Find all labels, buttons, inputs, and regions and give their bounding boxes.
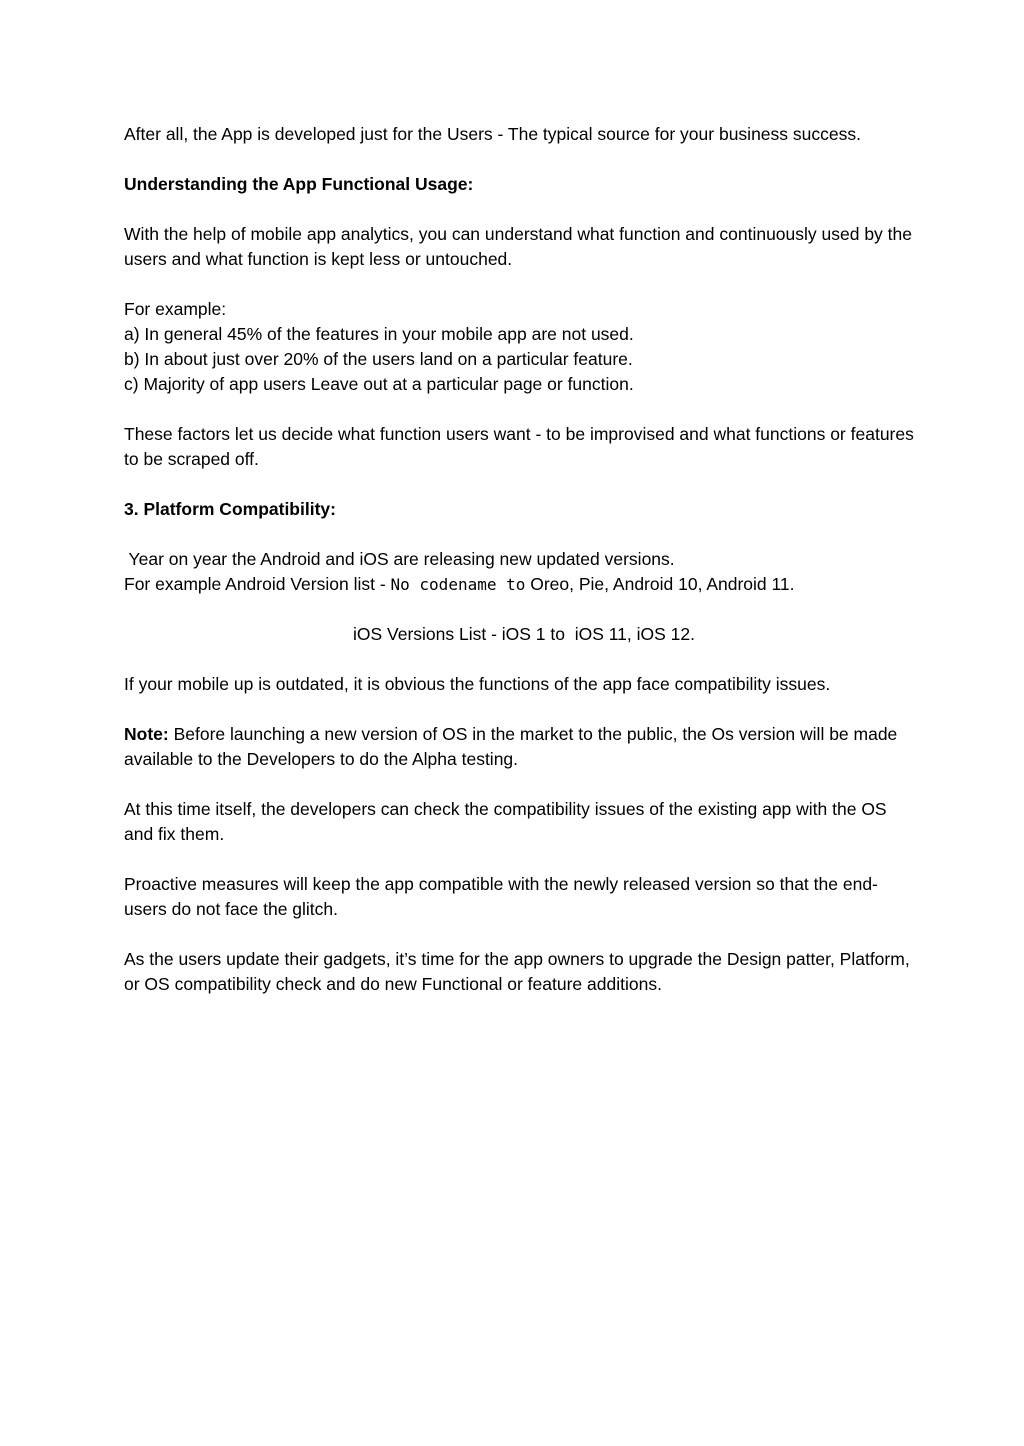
proactive-paragraph: Proactive measures will keep the app compatible with the newly released version so that the end-users do not face the glitch.	[124, 874, 878, 919]
platform-line-2-prefix: For example Android Version list -	[124, 574, 391, 594]
example-item-a: a) In general 45% of the features in your mobile app are not used.	[124, 324, 634, 344]
platform-line-1: Year on year the Android and iOS are releasing new updated versions.	[124, 549, 675, 569]
platform-line-2	[124, 572, 914, 597]
ios-versions-line: iOS Versions List - iOS 1 to iOS 11, iOS 12.	[352, 624, 696, 644]
check-paragraph: At this time itself, the developers can check the compatibility issues of the existing app with the OS and fix them.	[124, 799, 887, 844]
factors-paragraph: These factors let us decide what function users want - to be improvised and what functions or features to be scraped off.	[124, 424, 914, 469]
upgrade-paragraph: As the users update their gadgets, it’s time for the app owners to upgrade the Design patter, Platform, or OS compatibility check and do new Functional or feature additions.	[124, 949, 910, 994]
note-text: Before launching a new version of OS in the market to the public, the Os version will be made available to the Developers to do the Alpha testing.	[124, 724, 898, 769]
usage-heading: Understanding the App Functional Usage:	[124, 174, 474, 194]
note-label: Note:	[124, 724, 169, 744]
intro-paragraph: After all, the App is developed just for the Users - The typical source for your business success.	[124, 124, 861, 144]
note-paragraph	[124, 722, 914, 772]
example-label: For example:	[124, 299, 227, 319]
usage-paragraph: With the help of mobile app analytics, you can understand what function and continuously used by the users and what function is kept less or untouched.	[124, 224, 912, 269]
example-item-b: b) In about just over 20% of the users land on a particular feature.	[124, 349, 633, 369]
example-item-c: c) Majority of app users Leave out at a particular page or function.	[124, 374, 634, 394]
document-body	[124, 122, 914, 997]
platform-line-2-mono: No codename to	[390, 575, 526, 594]
outdated-paragraph: If your mobile up is outdated, it is obvious the functions of the app face compatibility issues.	[124, 674, 831, 694]
platform-line-2-suffix: Oreo, Pie, Android 10, Android 11.	[525, 574, 795, 594]
platform-heading: 3. Platform Compatibility:	[124, 499, 336, 519]
